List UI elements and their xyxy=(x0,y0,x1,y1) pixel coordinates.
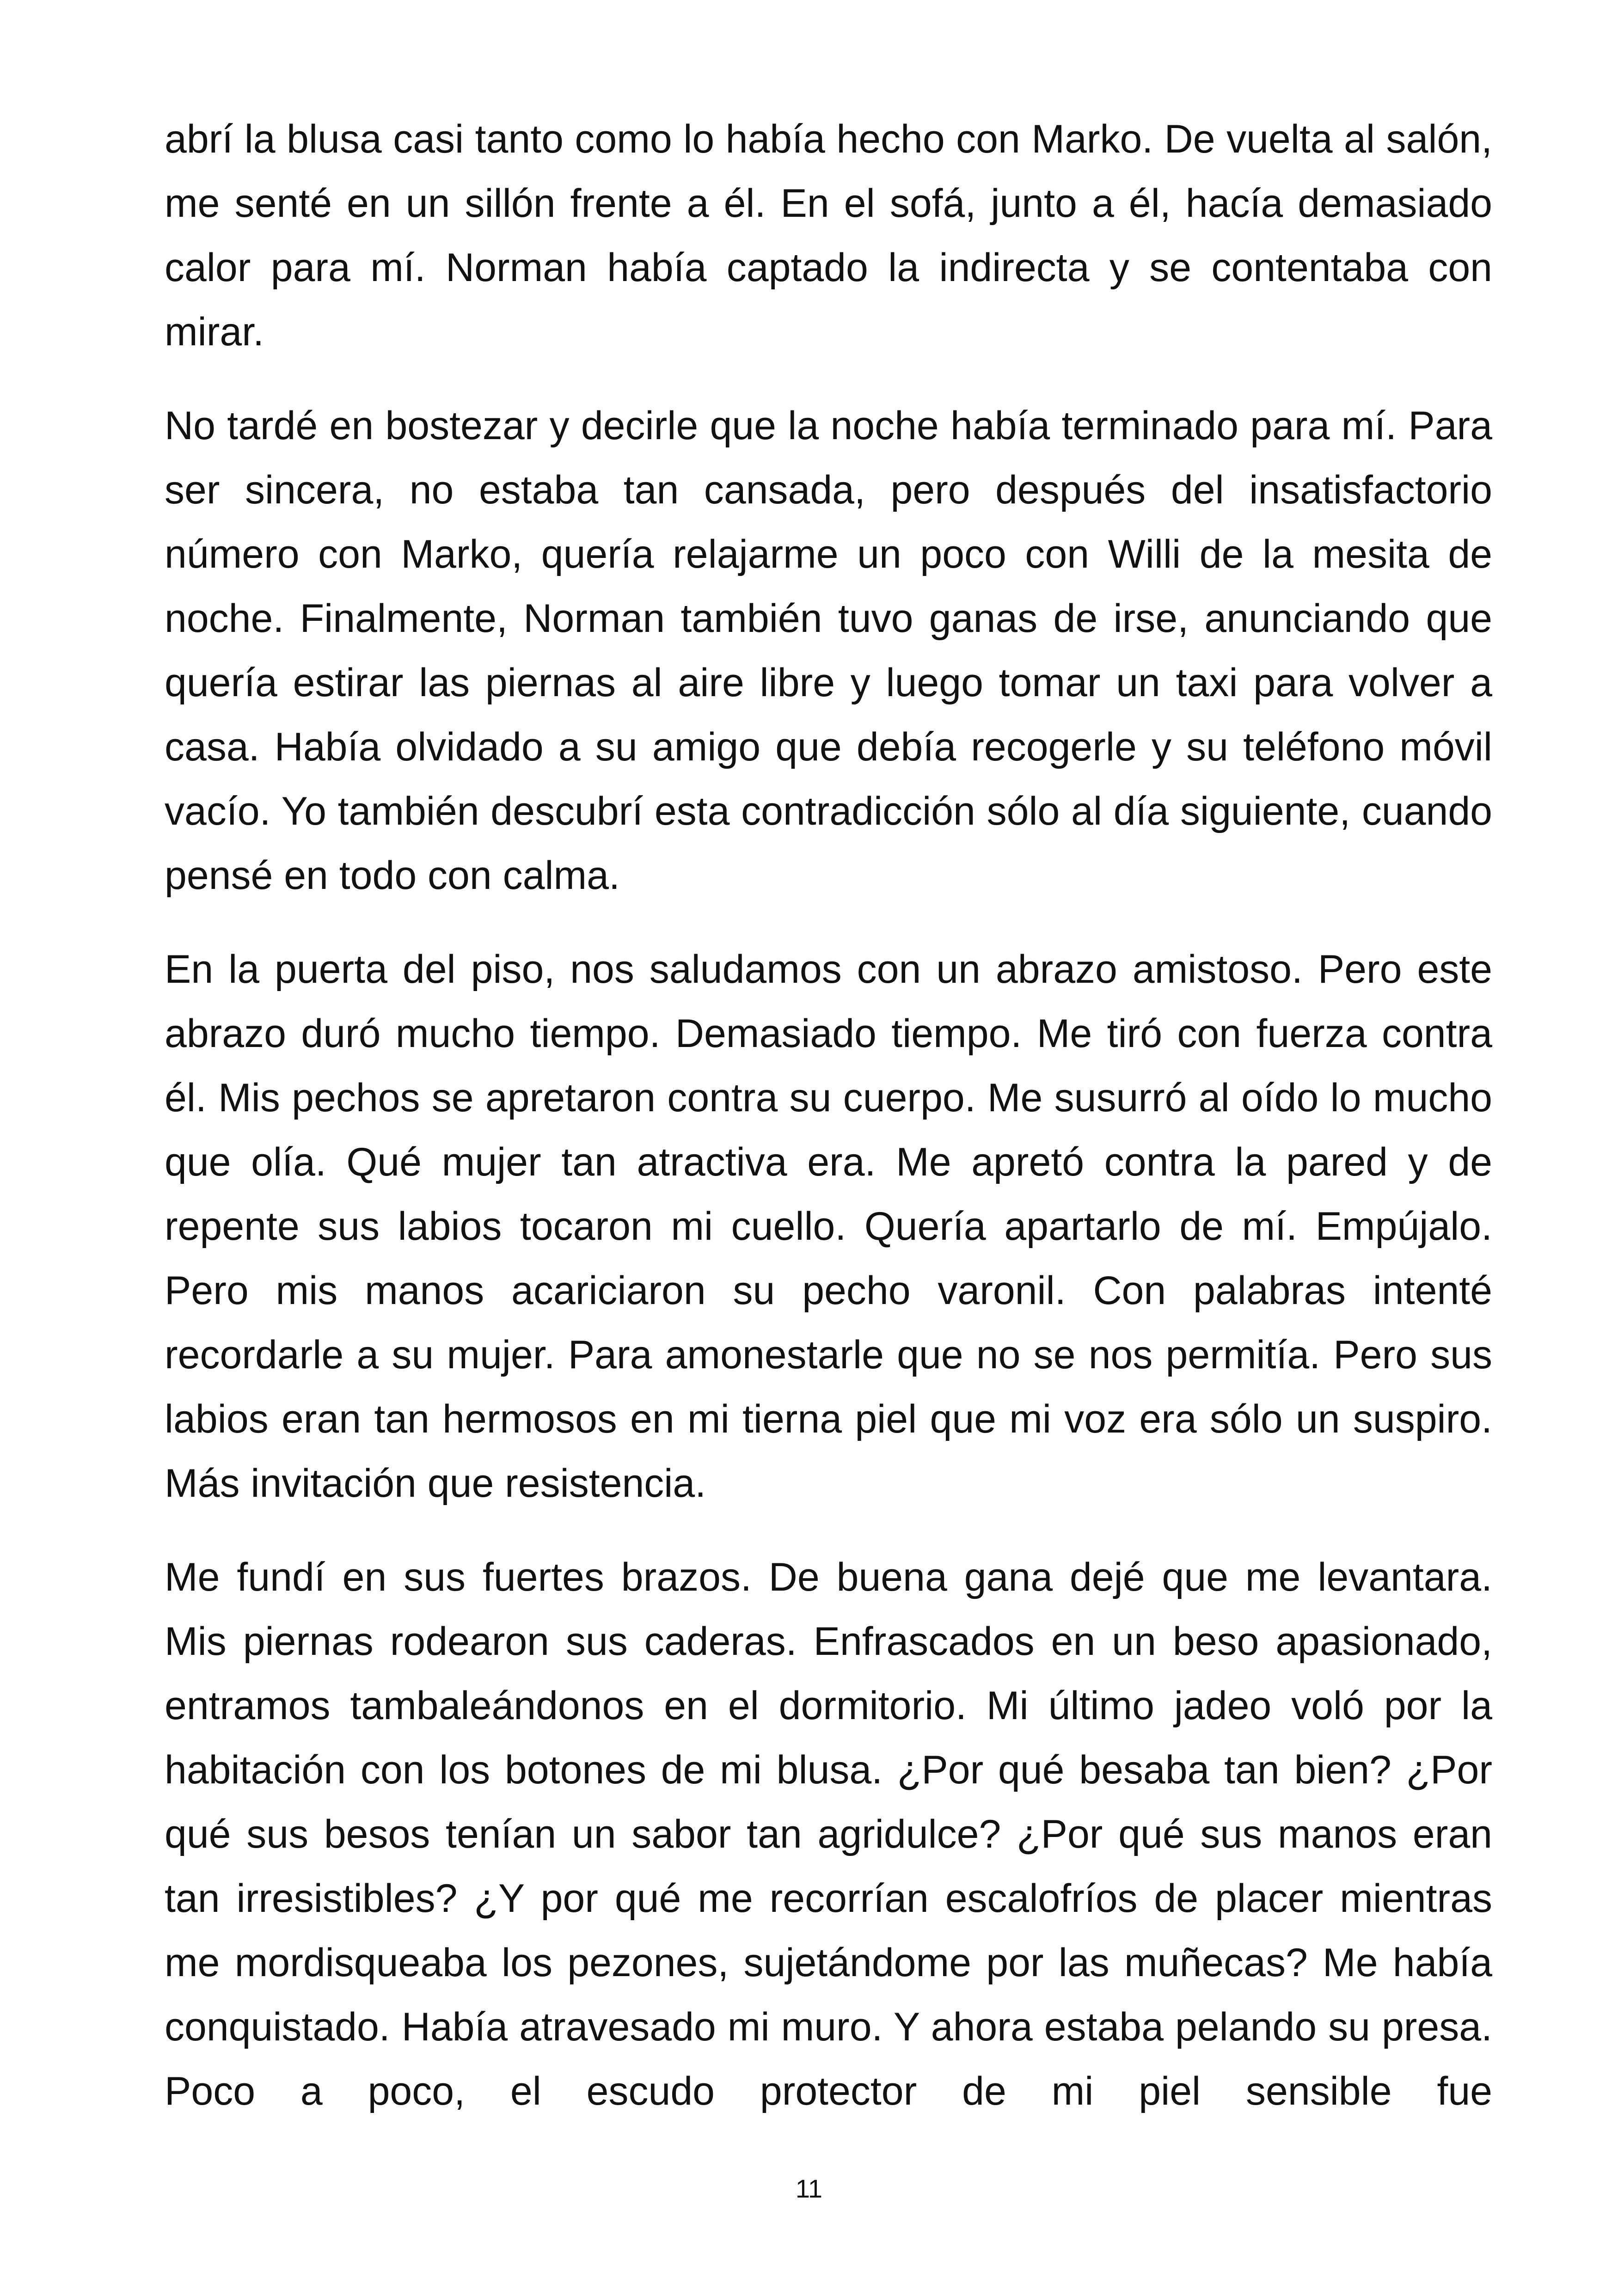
paragraph-2: No tardé en bostezar y decirle que la noche había terminado para mí. Para ser sincera, no estaba tan cansada, pero después del insatisfactorio número con Marko, quería relajarme un poco con Willi de la mesita de noche. Finalmente, Norman también tuvo ganas de irse, anunciando que quería estirar las piernas al aire libre y luego tomar un taxi para volver a casa. Había olvidado a su amigo que debía recogerle y su teléfono móvil vacío. Yo también descubrí esta contradicción sólo al día siguiente, cuando pensé en todo con calma. xyxy=(165,404,1492,898)
page-number: 11 xyxy=(795,2174,823,2203)
body-text xyxy=(165,107,1492,2153)
paragraph-3: En la puerta del piso, nos saludamos con un abrazo amistoso. Pero este abrazo duró mucho tiempo. Demasiado tiempo. Me tiró con fuerza contra él. Mis pechos se apretaron contra su cuerpo. Me susurró al oído lo mucho que olía. Qué mujer tan atractiva era. Me apretó contra la pared y de repente sus labios tocaron mi cuello. Quería apartarlo de mí. Empújalo. Pero mis manos acariciaron su pecho varonil. Con palabras intenté recordarle a su mujer. Para amonestarle que no se nos permitía. Pero sus labios eran tan hermosos en mi tierna piel que mi voz era sólo un suspiro. Más invitación que resistencia. xyxy=(165,947,1492,1506)
paragraph-4: Me fundí en sus fuertes brazos. De buena gana dejé que me levantara. Mis piernas rodearon sus caderas. Enfrascados en un beso apasionado, entramos tambaleándonos en el dormitorio. Mi último jadeo voló por la habitación con los botones de mi blusa. ¿Por qué besaba tan bien? ¿Por qué sus besos tenían un sabor tan agridulce? ¿Por qué sus manos eran tan irresistibles? ¿Y por qué me recorrían escalofríos de placer mientras me mordisqueaba los pezones, sujetándome por las muñecas? Me había conquistado. Había atravesado mi muro. Y ahora estaba pelando su presa. Poco a poco, el escudo protector de mi piel sensible fue xyxy=(165,1555,1492,2113)
paragraph-1: abrí la blusa casi tanto como lo había hecho con Marko. De vuelta al salón, me senté en un sillón frente a él. En el sofá, junto a él, hacía demasiado calor para mí. Norman había captado la indirecta y se contentaba con mirar. xyxy=(165,117,1492,354)
